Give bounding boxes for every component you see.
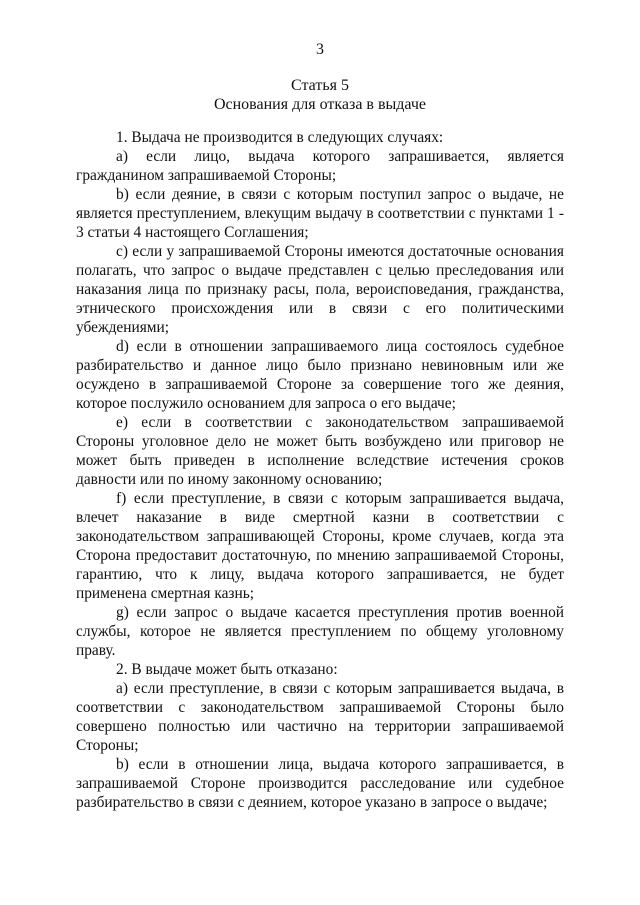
article-title: Основания для отказа в выдаче — [213, 96, 427, 113]
paragraph-clause-2: 2. В выдаче может быть отказано: — [116, 661, 338, 678]
paragraph-1e: е) если в соответствии с законодательством запрашиваемой Стороны уголовное дело не может быть возбуждено или приговор не может быть приведен в исполнение вследствие истечения сроков давности или по иному законному основанию; — [76, 414, 564, 488]
paragraph-1d: d) если в отношении запрашиваемого лица состоялось судебное разбирательство и данное лицо было признано невиновным или же осуждено в запрашиваемой Стороне за совершение того же деяния, которое послужило основанием для запроса о его выдаче; — [76, 338, 564, 412]
document-body — [76, 128, 564, 812]
paragraph-clause-1: 1. Выдача не производится в следующих случаях: — [116, 129, 444, 146]
article-heading — [0, 76, 640, 114]
page-number: 3 — [316, 41, 324, 58]
paragraph-2b: b) если в отношении лица, выдача которого запрашивается, в запрашиваемой Стороне производится расследование или судебное разбирательство в связи с деянием, которое указано в запросе о выдаче; — [76, 756, 564, 811]
paragraph-2a: а) если преступление, в связи с которым запрашивается выдача, в соответствии с законодательством запрашиваемой Стороны было совершено полностью или частично на территории запрашиваемой Стороны; — [76, 680, 564, 754]
paragraph-1a: а) если лицо, выдача которого запрашивается, является гражданином запрашиваемой Стороны; — [76, 148, 564, 184]
article-number: Статья 5 — [291, 77, 349, 94]
paragraph-1c: с) если у запрашиваемой Стороны имеются достаточные основания полагать, что запрос о выдаче представлен с целью преследования или наказания лица по признаку расы, пола, вероисповедания, гражданства, этнического происхождения или в связи с его политическими убеждениями; — [76, 243, 564, 336]
paragraph-1g: g) если запрос о выдаче касается преступления против военной службы, которое не является преступлением по общему уголовному праву. — [76, 604, 564, 659]
paragraph-1b: b) если деяние, в связи с которым поступил запрос о выдаче, не является преступлением, влекущим выдачу в соответствии с пунктами 1 - 3 статьи 4 настоящего Соглашения; — [76, 186, 564, 241]
paragraph-1f: f) если преступление, в связи с которым запрашивается выдача, влечет наказание в виде смертной казни в соответствии с законодательством запрашивающей Стороны, кроме случаев, когда эта Сторона предоставит достаточную, по мнению запрашиваемой Стороны, гарантию, что к лицу, выдача которого запрашивается, не будет применена смертная казнь; — [76, 490, 564, 602]
